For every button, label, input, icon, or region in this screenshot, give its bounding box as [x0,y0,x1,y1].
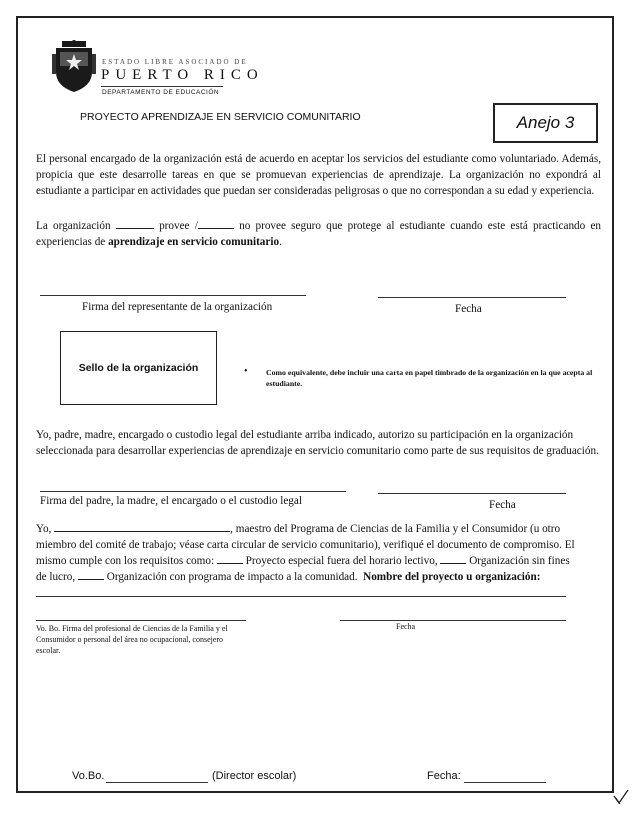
project-title: PROYECTO APRENDIZAJE EN SERVICIO COMUNITARIO [80,111,361,123]
professional-signature-label: Vo. Bo. Firma del profesional de Ciencias de la Familia y el Consumidor o personal del área no ocupacional, consejero escolar. [36,624,228,655]
director-signature-line[interactable] [106,782,208,783]
seal-box[interactable] [60,331,217,405]
not-provides-blank[interactable] [198,219,234,229]
annex-label: Anejo 3 [516,113,575,132]
teacher-name-blank[interactable] [54,522,230,532]
parent-paragraph: Yo, padre, madre, encargado o custodio legal del estudiante arriba indicado, autorizo su participación en la organización seleccionada para desarrollar experiencias de aprendizaje en servicio comunitario como parte de sus requisitos de graduación. [36,429,599,457]
corner-checkmark-icon [612,788,630,811]
impact-org-blank[interactable] [78,570,104,580]
intro-paragraph: El personal encargado de la organización está de acuerdo en aceptar los servicios del estudiante como voluntariado. Además, propicia que este desarrolle tareas en que se promuevan experiencias de aprendizaje. La organización no expondrá al estudiante a participar en actividades que puedan ser consideradas peligrosas o que no correspondan a su edad y experiencia. [36,153,601,197]
director-vobo-label: Vo.Bo. [72,770,105,782]
director-date-line[interactable] [464,782,546,783]
seal-note: Como equivalente, debe incluir una carta en papel timbrado de la organización en la que acepta al estudiante. [266,368,593,388]
parent-signature-line[interactable] [40,491,346,492]
org-date-label: Fecha [455,303,482,315]
special-project-blank[interactable] [217,554,243,564]
provides-blank[interactable] [116,219,154,229]
seal-bullet: • [244,366,248,377]
annex-box [493,103,598,143]
parent-date-line[interactable] [378,493,566,494]
director-label: (Director escolar) [212,770,297,782]
parent-date-label: Fecha [489,499,516,511]
insurance-paragraph: La organización provee / no provee seguro que protege al estudiante cuando este está practicando en experiencias de aprendizaje en servicio comunitario. [36,220,602,248]
org-signature-line[interactable] [40,295,306,296]
teacher-paragraph: Yo, , maestro del Programa de Ciencias de la Familia y el Consumidor (u otro miembro del comité de trabajo; véase carta circular de servicio comunitario), verifiqué el documento de compromiso. El mismo cumple con los requisitos como: Proyecto especial fuera del horario lectivo, Organización sin fines de lucro, Organización con programa de impacto a la comunidad. Nombre del proyecto u organización: [36,523,575,583]
professional-signature-line[interactable] [36,620,246,621]
professional-date-label: Fecha [396,622,416,631]
state-line: ESTADO LIBRE ASOCIADO DE [102,58,248,66]
project-name-line[interactable] [36,596,566,597]
department-name: DEPARTAMENTO DE EDUCACIÓN [102,89,220,96]
parent-signature-label: Firma del padre, la madre, el encargado o el custodio legal [40,495,302,507]
professional-date-line[interactable] [340,620,566,621]
country-name: PUERTO RICO [101,67,264,83]
org-date-line[interactable] [378,297,566,298]
nonprofit-blank[interactable] [440,554,466,564]
seal-box-label: Sello de la organización [78,362,199,374]
director-date-label: Fecha: [427,770,461,782]
org-signature-label: Firma del representante de la organización [82,301,273,313]
coat-of-arms-seal [52,40,96,94]
